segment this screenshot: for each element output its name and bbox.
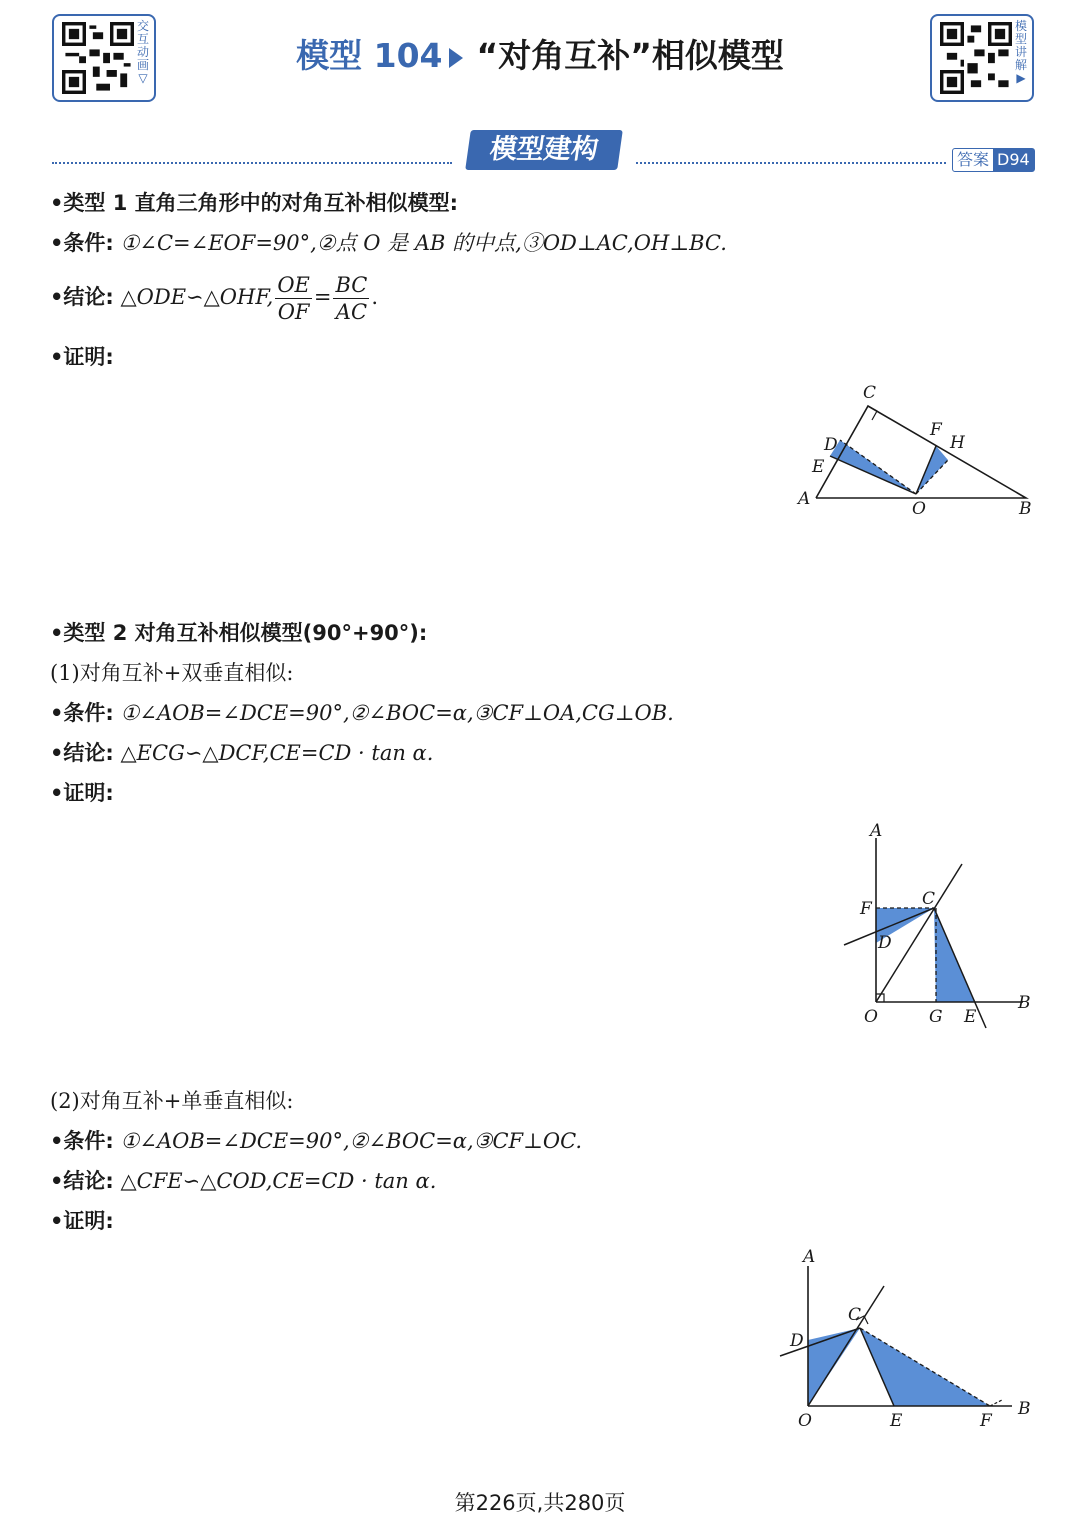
type2-conclusion1 xyxy=(50,738,433,768)
section-divider-right xyxy=(636,162,946,164)
condition-label: •条件: xyxy=(50,1129,114,1153)
title-text: “对角互补”相似模型 xyxy=(476,36,784,75)
section-banner xyxy=(465,130,623,170)
type1-conclusion xyxy=(50,272,378,325)
fig3-label: B xyxy=(1018,1399,1031,1419)
conclusion-text: △ODE∽△OHF, xyxy=(120,285,274,309)
fig1-label: D xyxy=(824,435,838,455)
fraction-oe-of xyxy=(275,272,312,325)
qr-left-label: 交互动画▽ xyxy=(136,19,149,85)
figure-single-perpendicular xyxy=(776,1246,1040,1434)
page-title xyxy=(0,30,1080,77)
fraction-denominator: AC xyxy=(335,300,368,324)
condition-text: ①∠AOB=∠DCE=90°,②∠BOC=α,③CF⊥OC. xyxy=(120,1129,583,1153)
answer-label: 答案 xyxy=(957,150,990,169)
fig3-label: A xyxy=(803,1247,816,1267)
fig2-label: B xyxy=(1018,993,1031,1013)
fraction-numerator: BC xyxy=(335,273,368,297)
type2-condition1 xyxy=(50,698,674,728)
section-divider-left xyxy=(52,162,452,164)
fig2-label: F xyxy=(860,899,872,919)
fig3-label: E xyxy=(890,1411,903,1431)
title-number: 104 xyxy=(373,36,443,75)
title-prefix: 模型 xyxy=(296,36,363,75)
page-number: 第226页,共280页 xyxy=(454,1491,626,1515)
fig1-label: B xyxy=(1019,499,1032,518)
segment-oe xyxy=(830,456,916,494)
fig3-label: C xyxy=(848,1305,862,1325)
shaded-triangle-ohf xyxy=(916,446,948,494)
type1-proof-label: •证明: xyxy=(50,345,114,369)
answer-code: D94 xyxy=(993,149,1034,171)
equals-sign: = xyxy=(313,285,332,309)
fig1-label: O xyxy=(912,499,926,518)
tick-f xyxy=(990,1400,1002,1406)
type2-proof2-label: •证明: xyxy=(50,1209,114,1233)
fraction-bc-ac xyxy=(333,272,369,325)
conclusion-label: •结论: xyxy=(50,741,114,765)
shaded-triangle-ode xyxy=(830,440,916,494)
fig1-label: H xyxy=(950,433,965,453)
type2-proof1-label: •证明: xyxy=(50,781,114,805)
fraction-numerator: OE xyxy=(277,273,310,297)
answer-badge xyxy=(952,148,1035,172)
conclusion-label: •结论: xyxy=(50,285,114,309)
type1-condition xyxy=(50,228,727,258)
condition-text: ①∠C=∠EOF=90°,②点 O 是 AB 的中点,③OD⊥AC,OH⊥BC. xyxy=(120,231,727,255)
conclusion-end: . xyxy=(371,285,379,309)
play-arrow-icon xyxy=(449,48,463,68)
fig2-label: C xyxy=(922,889,936,909)
type2-conclusion2 xyxy=(50,1166,436,1196)
fig1-label: A xyxy=(798,489,811,509)
type2-sub2: (2)对角互补+单垂直相似: xyxy=(50,1089,294,1113)
fig1-label: F xyxy=(930,420,942,440)
fig2-label: G xyxy=(929,1007,943,1027)
fraction-denominator: OF xyxy=(277,300,310,324)
type2-heading: •类型 2 对角互补相似模型(90°+90°): xyxy=(50,621,428,645)
fig3-label: O xyxy=(798,1411,812,1431)
type2-condition2 xyxy=(50,1126,582,1156)
fig2-label: O xyxy=(864,1007,878,1027)
conclusion-text: △CFE∽△COD,CE=CD · tan α. xyxy=(120,1169,437,1193)
fig2-label: D xyxy=(878,933,892,953)
right-angle-c xyxy=(868,406,877,420)
fig2-label: E xyxy=(964,1007,977,1027)
condition-text: ①∠AOB=∠DCE=90°,②∠BOC=α,③CF⊥OA,CG⊥OB. xyxy=(120,701,674,725)
conclusion-label: •结论: xyxy=(50,1169,114,1193)
type2-sub1: (1)对角互补+双垂直相似: xyxy=(50,661,294,685)
type1-heading: •类型 1 直角三角形中的对角互补相似模型: xyxy=(50,191,459,215)
fig1-label: C xyxy=(863,383,877,403)
qr-right-label: 模型讲解▶ xyxy=(1014,19,1027,85)
fig1-label: E xyxy=(812,457,825,477)
figure-double-perpendicular xyxy=(838,818,1038,1033)
section-label: 模型建构 xyxy=(487,134,601,165)
fig3-label: F xyxy=(980,1411,992,1431)
condition-label: •条件: xyxy=(50,701,114,725)
figure-right-triangle xyxy=(790,378,1040,518)
fig3-label: D xyxy=(790,1331,804,1351)
fig2-label: A xyxy=(870,821,883,841)
conclusion-text: △ECG∽△DCF,CE=CD · tan α. xyxy=(120,741,434,765)
condition-label: •条件: xyxy=(50,231,114,255)
